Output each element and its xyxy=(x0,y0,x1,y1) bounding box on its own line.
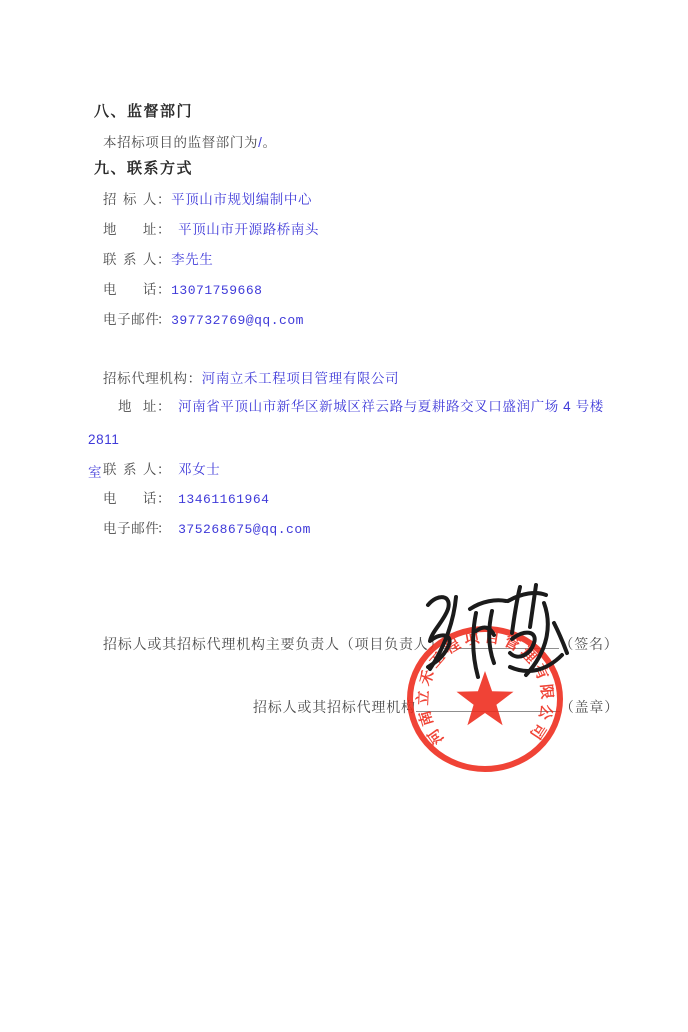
supervision-body-value: / xyxy=(258,135,263,150)
stamp-line-suffix: （盖章） xyxy=(559,699,620,715)
field-label: 电话 xyxy=(103,282,157,297)
field-label: 电子邮件 xyxy=(103,521,160,536)
agency-person-value: 邓女士 xyxy=(178,462,221,477)
field-label: 电话 xyxy=(103,491,157,506)
agency-name-row xyxy=(103,367,399,387)
label-colon: ： xyxy=(157,192,172,207)
field-label: 地址 xyxy=(103,222,157,237)
supervision-body-prefix: 本招标项目的监督部门为 xyxy=(103,135,259,150)
tenderer-address-value: 平顶山市开源路桥南头 xyxy=(178,222,320,237)
label-colon: ： xyxy=(157,252,172,267)
tenderer-name-row xyxy=(103,188,312,208)
field-label: 地址 xyxy=(118,399,157,414)
label-colon: ： xyxy=(157,462,172,477)
agency-person-row xyxy=(103,458,220,478)
tenderer-person-row xyxy=(103,248,213,268)
label-colon: ： xyxy=(157,521,172,536)
label-colon: ： xyxy=(157,399,172,414)
field-label: 招标人 xyxy=(103,192,157,207)
agency-phone-row xyxy=(103,487,269,507)
field-label: 联系人 xyxy=(103,252,157,267)
field-label: 联系人 xyxy=(103,462,157,477)
signature-line-suffix: （签名） xyxy=(559,636,619,652)
supervision-body-suffix: 。 xyxy=(262,135,277,150)
seal-company-text: 河南立禾工程项目管理有限公司 xyxy=(414,628,556,748)
agency-phone-value: 13461161964 xyxy=(178,492,270,507)
agency-name-value: 河南立禾工程项目管理有限公司 xyxy=(201,371,400,386)
section-heading-contact: 九、联系方式 xyxy=(94,160,194,177)
label-colon: ： xyxy=(157,282,172,297)
tenderer-address-row xyxy=(103,218,319,238)
stamp-line-label: 招标人或其招标代理机构 xyxy=(253,699,416,715)
tenderer-name-value: 平顶山市规划编制中心 xyxy=(171,192,313,207)
tenderer-phone-row xyxy=(103,278,262,298)
field-label: 电子邮件 xyxy=(103,312,160,327)
tenderer-person-value: 李先生 xyxy=(171,252,214,267)
field-label: 招标代理机构 xyxy=(103,371,188,386)
section-heading-supervision: 八、监督部门 xyxy=(94,103,194,120)
signature-line-label: 招标人或其招标代理机构主要负责人（项目负责人） xyxy=(103,636,444,652)
label-colon: ： xyxy=(157,491,172,506)
handwritten-signature xyxy=(420,583,570,688)
agency-address-value-line1: 河南省平顶山市新华区新城区祥云路与夏耕路交叉口盛润广场 4 号楼 2811 xyxy=(88,399,604,447)
tenderer-email-row xyxy=(103,308,304,328)
label-colon: ： xyxy=(157,312,172,327)
label-colon: ： xyxy=(187,371,202,386)
agency-email-row xyxy=(103,517,311,537)
agency-email-value: 375268675@qq.com xyxy=(178,522,311,537)
tenderer-phone-value: 13071759668 xyxy=(171,283,263,298)
agency-address-value-line2: 室 xyxy=(88,465,103,480)
supervision-body xyxy=(103,131,277,151)
tenderer-email-value: 397732769@qq.com xyxy=(171,313,304,328)
label-colon: ： xyxy=(157,222,172,237)
